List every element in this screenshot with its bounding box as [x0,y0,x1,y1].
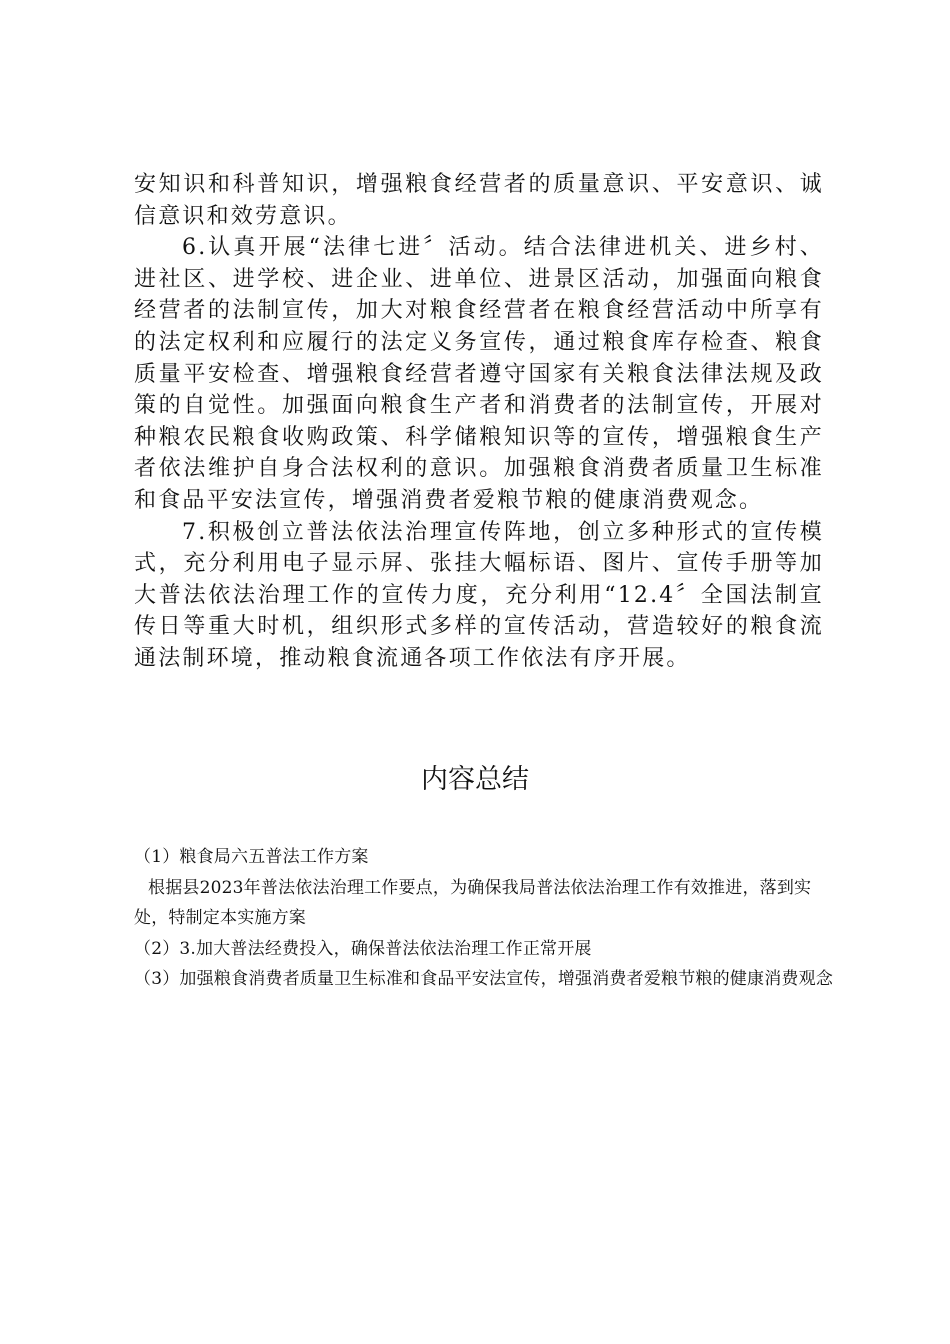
paragraph-item-6: 6.认真开展“法律七进〞活动。结合法律进机关、进乡村、进社区、进学校、进企业、进单位、进景区活动，加强面向粮食经营者的法制宣传，加大对粮食经营者在粮食经营活动中所享有的法定权利和应履行的法定义务宣传，通过粮食库存检查、粮食质量平安检查、增强粮食经营者遵守国家有关粮食法律法规及政策的自觉性。加强面向粮食生产者和消费者的法制宣传，开展对种粮农民粮食收购政策、科学储粮知识等的宣传，增强粮食生产者依法维护自身合法权利的意识。加强粮食消费者质量卫生标准和食品平安法宣传，增强消费者爱粮节粮的健康消费观念。 [134,235,824,513]
summary-item-1-detail: 根据县2023年普法依法治理工作要点，为确保我局普法依法治理工作有效推进，落到实处，特制定本实施方案 [134,877,812,928]
body-text [134,169,824,675]
summary-section [134,842,834,995]
summary-item-1: （1）粮食局六五普法工作方案 [134,847,369,867]
summary-title: 内容总结 [421,764,529,795]
paragraph-continuation: 安知识和科普知识，增强粮食经营者的质量意识、平安意识、诚信意识和效劳意识。 [134,172,824,229]
summary-item-3: （3）加强粮食消费者质量卫生标准和食品平安法宣传，增强消费者爱粮节粮的健康消费观念 [134,969,834,989]
paragraph-item-7: 7.积极创立普法依法治理宣传阵地，创立多种形式的宣传模式，充分利用电子显示屏、张挂大幅标语、图片、宣传手册等加大普法依法治理工作的宣传力度，充分利用“12.4〞全国法制宣传日等重大时机，组织形式多样的宣传活动，营造较好的粮食流通法制环境，推动粮食流通各项工作依法有序开展。 [134,519,824,671]
summary-item-2: （2）3.加大普法经费投入，确保普法依法治理工作正常开展 [134,938,592,959]
